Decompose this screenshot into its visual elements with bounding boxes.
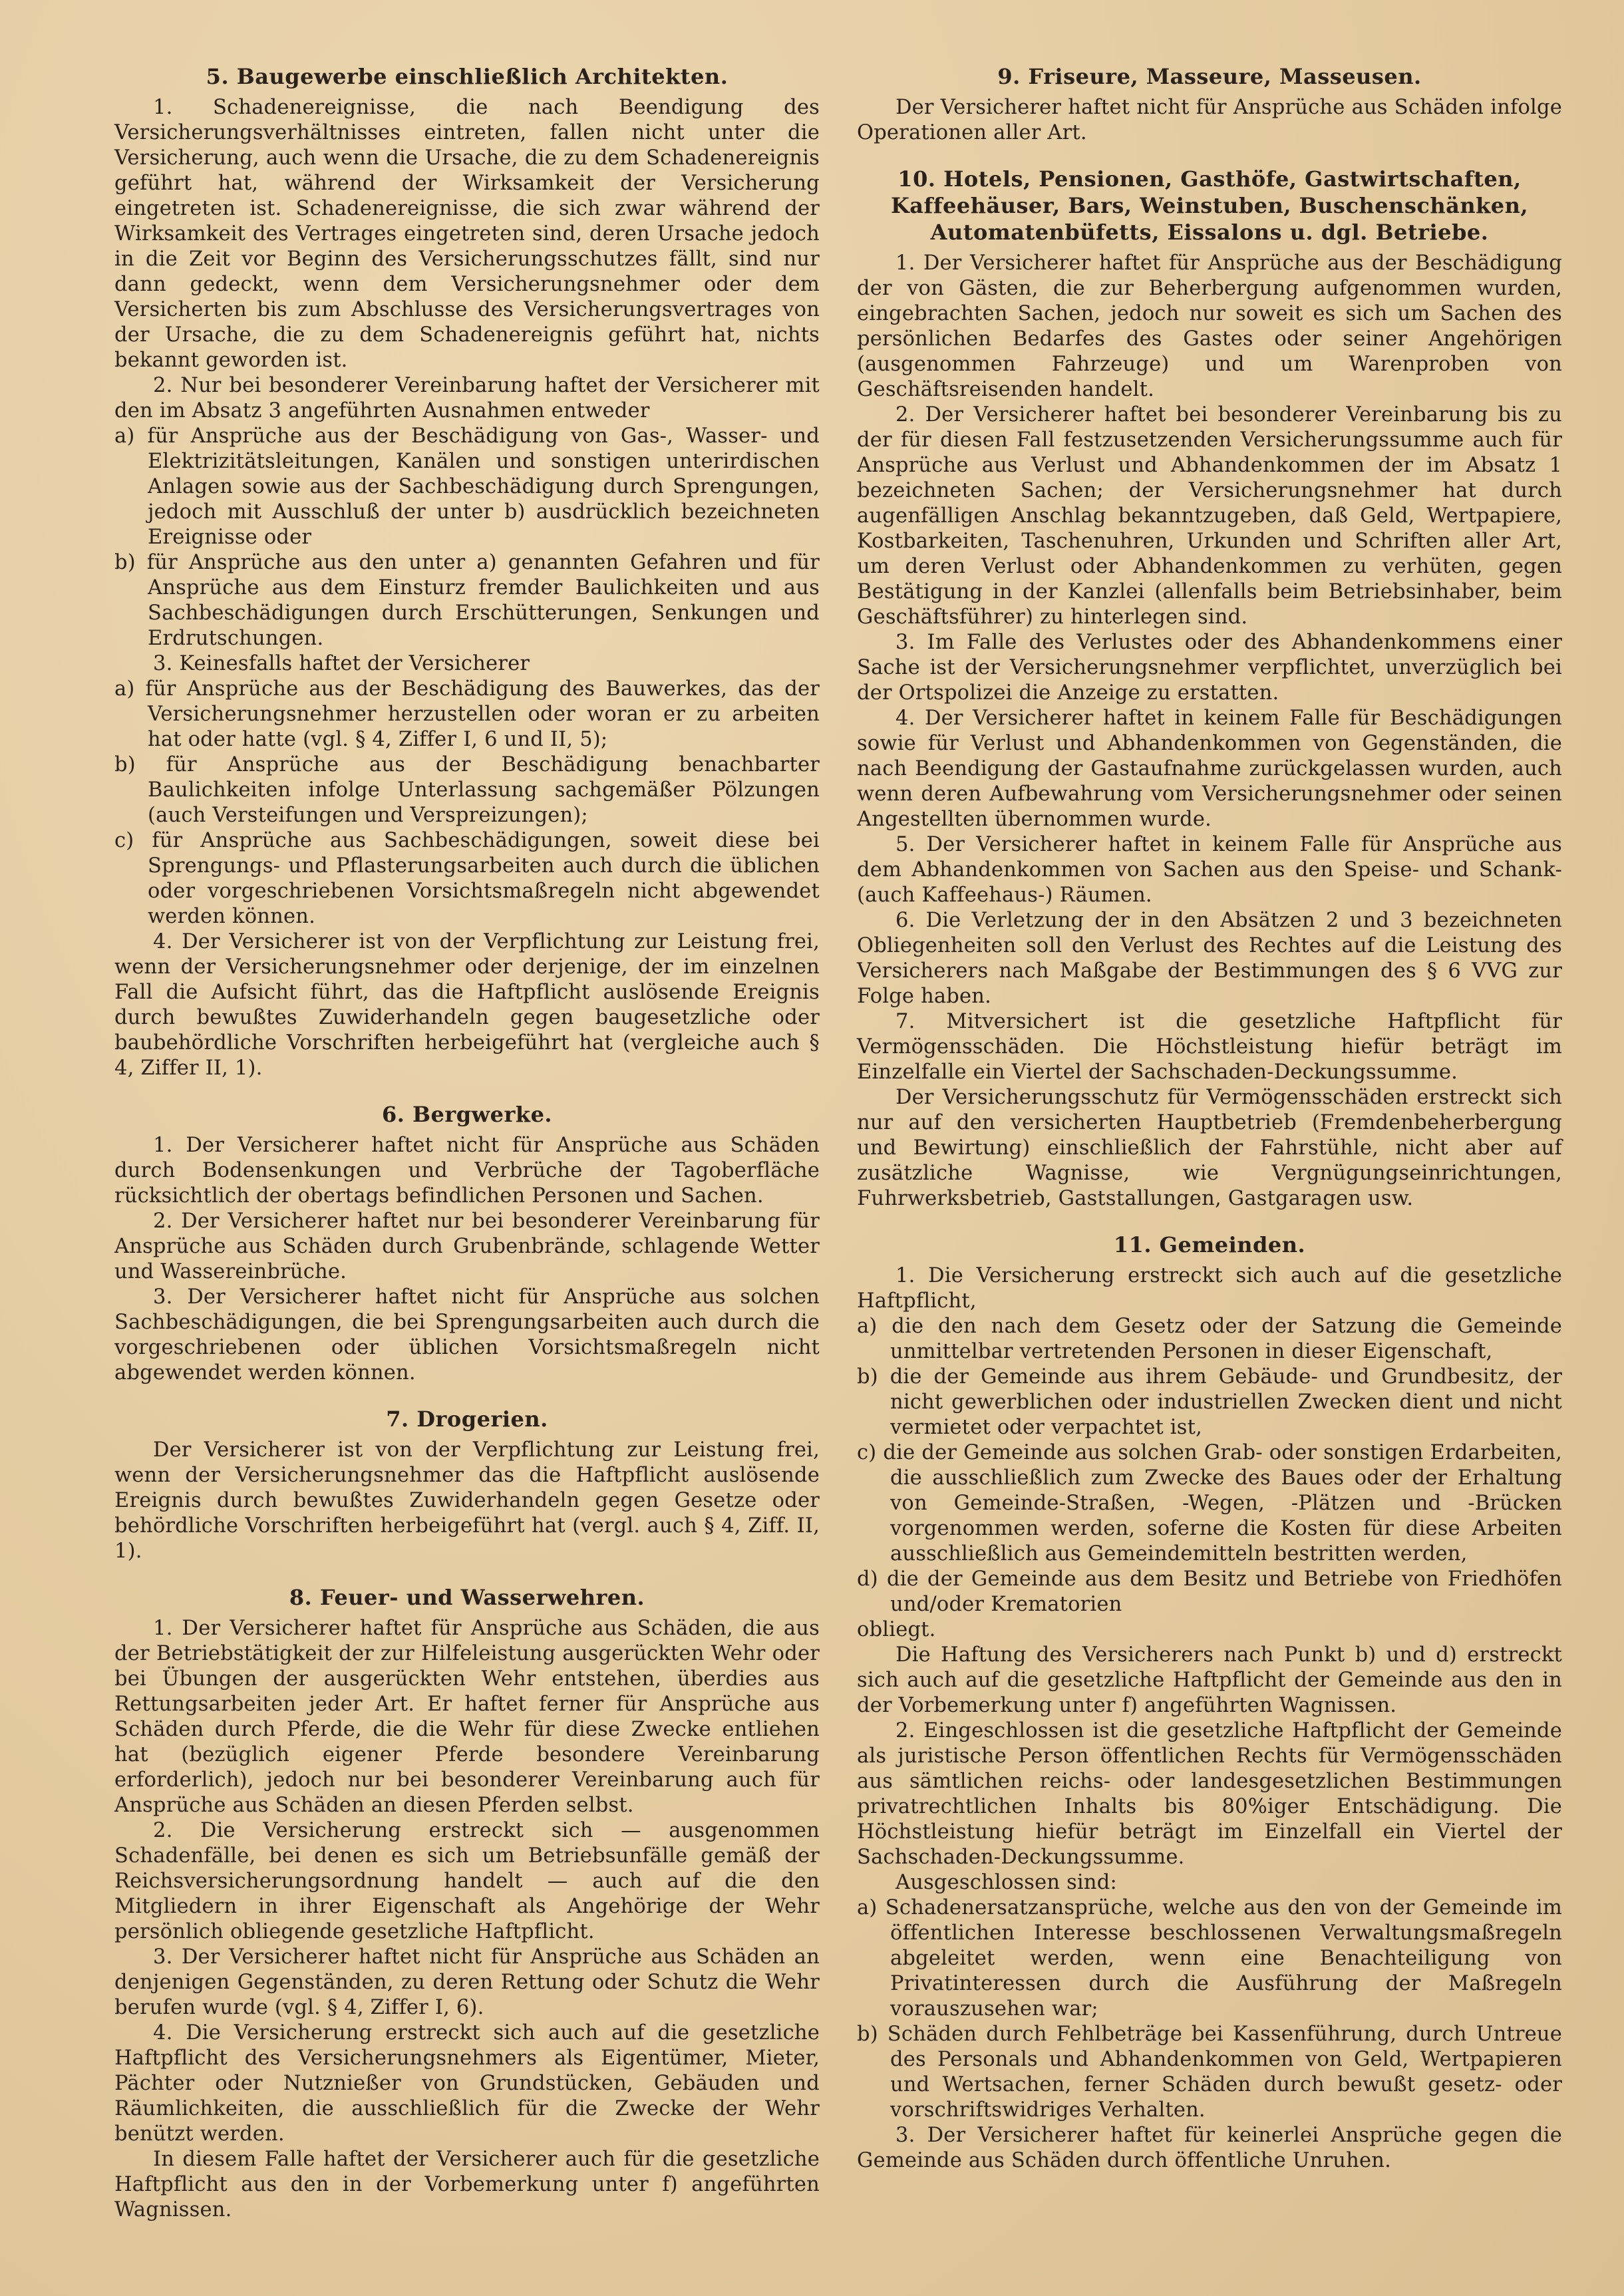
paragraph: 1. Die Versicherung erstreckt sich auch auf die gesetzliche Haftpflicht, bbox=[857, 1264, 1562, 1313]
list-item: b) für Ansprüche aus den unter a) genannten Gefahren und für Ansprüche aus dem Einsturz fremder Baulichkeiten und aus Sachbeschädigungen durch Erschütterungen, Senkungen und Erdrutschungen. bbox=[114, 551, 820, 650]
right-column bbox=[857, 63, 1562, 2174]
paragraph: 3. Der Versicherer haftet für keinerlei Ansprüche gegen die Gemeinde aus Schäden durch öffentliche Unruhen. bbox=[857, 2124, 1562, 2172]
section-6-title: 6. Bergwerke. bbox=[381, 1102, 553, 1127]
paragraph: 3. Im Falle des Verlustes oder des Abhandenkommens einer Sache ist der Versicherungsnehmer verpflichtet, unverzüglich bei der Ortspolizei die Anzeige zu erstatten. bbox=[857, 631, 1562, 705]
list-item: b) für Ansprüche aus der Beschädigung benachbarter Baulichkeiten infolge Unterlassung sachgemäßer Pölzungen (auch Versteifungen und Verspreizungen); bbox=[114, 753, 820, 827]
list-item: a) für Ansprüche aus der Beschädigung von Gas-, Wasser- und Elektrizitätsleitungen, Kanälen und sonstigen unterirdischen Anlagen sowie aus der Sachbeschädigung durch Sprengungen, jedoch mit Ausschluß der unter b) ausdrücklich bezeichneten Ereignisse oder bbox=[114, 424, 820, 549]
paragraph: Der Versicherer haftet nicht für Ansprüche aus Schäden infolge Operationen aller Art. bbox=[857, 96, 1562, 144]
list-item: b) Schäden durch Fehlbeträge bei Kassenführung, durch Untreue des Personals und Abhandenkommen von Geld, Wertpapieren und Wertsachen, ferner Schäden durch bewußt gesetz- oder vorschriftswidriges Verhalten. bbox=[857, 2023, 1562, 2122]
list-item: d) die der Gemeinde aus dem Besitz und Betriebe von Friedhöfen und/oder Krematorien bbox=[857, 1567, 1562, 1616]
paragraph: 3. Der Versicherer haftet nicht für Ansprüche aus solchen Sachbeschädigungen, die bei Sprengungsarbeiten auch durch die vorgeschriebenen oder üblichen Vorsichtsmaßregeln nicht abgewendet werden können. bbox=[114, 1285, 820, 1385]
paragraph: 6. Die Verletzung der in den Absätzen 2 und 3 bezeichneten Obliegenheiten soll den Verlust des Rechtes auf die Leistung des Versicherers nach Maßgabe der Bestimmungen des § 6 VVG zur Folge haben. bbox=[857, 909, 1562, 1008]
paragraph: 4. Die Versicherung erstreckt sich auch auf die gesetzliche Haftpflicht des Versicherungsnehmers als Eigentümer, Mieter, Pächter oder Nutznießer von Grundstücken, Gebäuden und Räumlichkeiten, die ausschließlich für die Zwecke der Wehr benützt werden. bbox=[114, 2021, 820, 2146]
paragraph: 7. Mitversichert ist die gesetzliche Haftpflicht für Vermögensschäden. Die Höchstleistung hiefür beträgt im Einzelfalle ein Viertel der Sachschaden-Deckungssumme. bbox=[857, 1010, 1562, 1084]
paragraph: 2. Der Versicherer haftet bei besonderer Vereinbarung bis zu der für diesen Fall festzusetzenden Versicherungssumme auch für Ansprüche aus Verlust und Abhandenkommen der im Absatz 1 bezeichneten Sachen; der Versicherungsnehmer hat durch augenfälligen Anschlag bekanntzugeben, daß Geld, Wertpapiere, Kostbarkeiten, Taschenuhren, Urkunden und Schriften aller Art, um deren Verlust oder Abhandenkommen zu verhüten, gegen Bestätigung in der Kanzlei (allenfalls beim Betriebsinhaber, beim Geschäftsführer) zu hinterlegen sind. bbox=[857, 403, 1562, 629]
paragraph: Der Versicherungsschutz für Vermögensschäden erstreckt sich nur auf den versicherten Hauptbetrieb (Fremdenbeherbergung und Bewirtung) einschließlich der Fahrstühle, nicht aber auf zusätzliche Wagnisse, wie Vergnügungseinrichtungen, Fuhrwerksbetrieb, Gaststallungen, Gastgaragen usw. bbox=[857, 1086, 1562, 1210]
list-item: c) für Ansprüche aus Sachbeschädigungen, soweit diese bei Sprengungs- und Pflasterungsarbeiten auch durch die üblichen oder vorgeschriebenen Vorsichtsmaßregeln nicht abgewendet werden können. bbox=[114, 829, 820, 928]
paragraph: 2. Der Versicherer haftet nur bei besonderer Vereinbarung für Ansprüche aus Schäden durch Grubenbrände, schlagende Wetter und Wassereinbrüche. bbox=[114, 1210, 820, 1283]
paragraph: Ausgeschlossen sind: bbox=[895, 1871, 1117, 1894]
paragraph: 5. Der Versicherer haftet in keinem Falle für Ansprüche aus dem Abhandenkommen von Sachen aus den Speise- und Schank- (auch Kaffeehaus-) Räumen. bbox=[857, 833, 1562, 907]
section-8-title: 8. Feuer- und Wasserwehren. bbox=[289, 1585, 645, 1610]
left-column bbox=[114, 63, 820, 2223]
list-item: a) die den nach dem Gesetz oder der Satzung die Gemeinde unmittelbar vertretenden Personen in dieser Eigenschaft, bbox=[857, 1315, 1562, 1363]
list-item: a) für Ansprüche aus der Beschädigung des Bauwerkes, das der Versicherungsnehmer herzustellen oder woran er zu arbeiten hat oder hatte (vgl. § 4, Ziffer I, 6 und II, 5); bbox=[114, 677, 820, 751]
section-7-title: 7. Drogerien. bbox=[386, 1406, 548, 1432]
paragraph: 1. Der Versicherer haftet für Ansprüche aus der Beschädigung der von Gästen, die zur Beherbergung aufgenommen wurden, eingebrachten Sachen, jedoch nur soweit es sich um Sachen des persönlichen Bedarfes des Gastes oder seiner Angehörigen (ausgenommen Fahrzeuge) und um Warenproben von Geschäftsreisenden handelt. bbox=[857, 251, 1562, 401]
paragraph: 4. Der Versicherer haftet in keinem Falle für Beschädigungen sowie für Verlust und Abhandenkommen von Gegenständen, die nach Beendigung der Gastaufnahme zurückgelassen wurden, auch wenn deren Aufbewahrung vom Versicherungsnehmer oder seinen Angestellten übernommen wurde. bbox=[857, 707, 1562, 831]
paragraph: obliegt. bbox=[857, 1618, 936, 1641]
paragraph: 2. Nur bei besonderer Vereinbarung haftet der Versicherer mit den im Absatz 3 angeführten Ausnahmen entweder bbox=[114, 374, 820, 422]
section-5-title: 5. Baugewerbe einschließlich Architekten. bbox=[206, 64, 729, 89]
paragraph: 3. Der Versicherer haftet nicht für Ansprüche aus Schäden an denjenigen Gegenständen, zu deren Rettung oder Schutz die Wehr berufen wurde (vgl. § 4, Ziffer I, 6). bbox=[114, 1945, 820, 2019]
paragraph: 1. Schadenereignisse, die nach Beendigung des Versicherungsverhältnisses eintreten, fallen nicht unter die Versicherung, auch wenn die Ursache, die zu dem Schadenereignis geführt hat, während der Wirksamkeit der Versicherung eingetreten ist. Schadenereignisse, die sich zwar während der Wirksamkeit des Vertrages eingetreten sind, deren Ursache jedoch in die Zeit vor Beginn des Versicherungsschutzes fällt, sind nur dann gedeckt, wenn dem Versicherungsnehmer oder dem Versicherten bis zum Abschlusse des Versicherungsvertrages von der Ursache, die zu dem Schadenereignis geführt hat, nichts bekannt geworden ist. bbox=[114, 96, 820, 372]
paragraph: 2. Die Versicherung erstreckt sich — ausgenommen Schadenfälle, bei denen es sich um Betriebsunfälle gemäß der Reichsversicherungsordnung handelt — auch auf die den Mitgliedern in ihrer Eigenschaft als Angehörige der Wehr persönlich obliegende gesetzliche Haftpflicht. bbox=[114, 1819, 820, 1943]
list-item: a) Schadenersatzansprüche, welche aus den von der Gemeinde im öffentlichen Interesse beschlossenen Verwaltungsmaßregeln abgeleitet werden, wenn eine Benachteiligung von Privatinteressen durch die Ausführung der Maßregeln vorauszusehen war; bbox=[857, 1896, 1562, 2021]
paragraph: 2. Eingeschlossen ist die gesetzliche Haftpflicht der Gemeinde als juristische Person öffentlichen Rechts für Vermögensschäden aus sämtlichen reichs- oder landesgesetzlichen Bestimmungen privatrechtlichen Inhalts bis 80%iger Entschädigung. Die Höchstleistung hiefür beträgt im Einzelfall ein Viertel der Sachschaden-Deckungssumme. bbox=[857, 1719, 1562, 1869]
paragraph: Die Haftung des Versicherers nach Punkt b) und d) erstreckt sich auch auf die gesetzliche Haftpflicht der Gemeinde aus den in der Vorbemerkung unter f) angeführten Wagnissen. bbox=[857, 1643, 1562, 1717]
section-11-title: 11. Gemeinden. bbox=[1113, 1232, 1306, 1257]
paragraph: In diesem Falle haftet der Versicherer auch für die gesetzliche Haftpflicht aus den in der Vorbemerkung unter f) angeführten Wagnissen. bbox=[114, 2148, 820, 2221]
paragraph: 1. Der Versicherer haftet für Ansprüche aus Schäden, die aus der Betriebstätigkeit der zur Hilfeleistung ausgerückten Wehr oder bei Übungen der ausgerückten Wehr entstehen, überdies aus Rettungsarbeiten jeder Art. Er haftet ferner für Ansprüche aus Schäden durch Pferde, die die Wehr für diese Zwecke entliehen hat (bezüglich eigener Pferde besondere Vereinbarung erforderlich), jedoch nur bei besonderer Vereinbarung auch für Ansprüche aus Schäden an diesen Pferden selbst. bbox=[114, 1617, 820, 1817]
list-item: b) die der Gemeinde aus ihrem Gebäude- und Grundbesitz, der nicht gewerblichen oder industriellen Zwecken dient und nicht vermietet oder verpachtet ist, bbox=[857, 1365, 1562, 1439]
list-item: c) die der Gemeinde aus solchen Grab- oder sonstigen Erdarbeiten, die ausschließlich zum Zwecke des Baues oder der Erhaltung von Gemeinde-Straßen, -Wegen, -Plätzen und -Brücken vorgenommen werden, soferne die Kosten für diese Arbeiten ausschließlich aus Gemeindemitteln bestritten werden, bbox=[857, 1441, 1562, 1565]
paragraph: 4. Der Versicherer ist von der Verpflichtung zur Leistung frei, wenn der Versicherungsnehmer oder derjenige, der im einzelnen Fall die Aufsicht führt, das die Haftpflicht auslösende Ereignis durch bewußtes Zuwiderhandeln gegen baugesetzliche oder baubehördliche Vorschriften herbeigeführt hat (vergleiche auch § 4, Ziffer II, 1). bbox=[114, 930, 820, 1080]
section-9-title: 9. Friseure, Masseure, Masseusen. bbox=[997, 64, 1422, 89]
paragraph: 3. Keinesfalls haftet der Versicherer bbox=[153, 652, 530, 675]
paragraph: 1. Der Versicherer haftet nicht für Ansprüche aus Schäden durch Bodensenkungen und Verbrüche der Tagoberfläche rücksichtlich der obertags befindlichen Personen und Sachen. bbox=[114, 1134, 820, 1208]
section-10-title: 10. Hotels, Pensionen, Gasthöfe, Gastwirtschaften, Kaffeehäuser, Bars, Weinstuben, Buschenschänken, Automatenbüfetts, Eissalons u. dgl. Betriebe. bbox=[890, 166, 1529, 245]
paragraph: Der Versicherer ist von der Verpflichtung zur Leistung frei, wenn der Versicherungsnehmer das die Haftpflicht auslösende Ereignis durch bewußtes Zuwiderhandeln gegen Gesetze oder behördliche Vorschriften herbeigeführt hat (vergl. auch § 4, Ziff. II, 1). bbox=[114, 1438, 820, 1563]
